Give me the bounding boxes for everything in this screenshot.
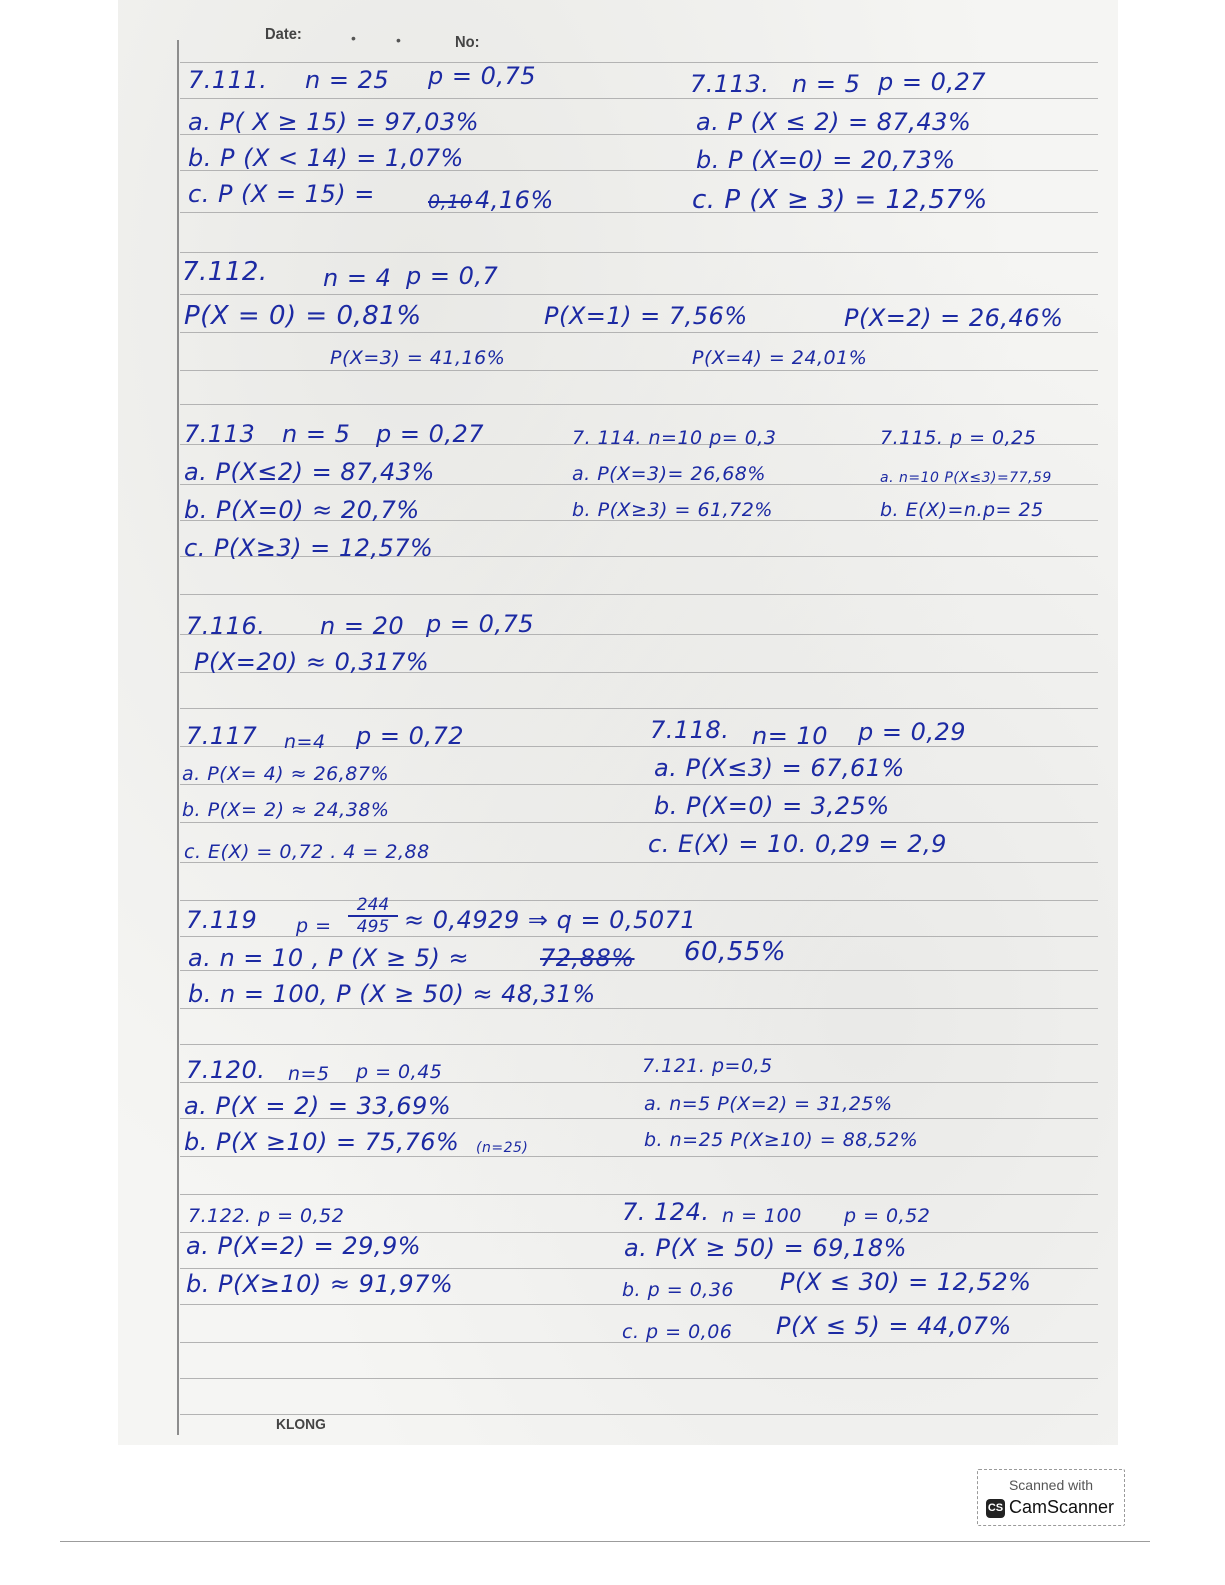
- problem-119-a-strike: 72,88%: [540, 944, 635, 972]
- problem-113-top-title: 7.113.: [690, 70, 770, 98]
- problem-113-top-p: p = 0,27: [878, 68, 987, 96]
- problem-119-b: b. n = 100, P (X ≥ 50) ≈ 48,31%: [188, 980, 596, 1008]
- problem-117-n: n=4: [284, 731, 326, 753]
- scanned-with-label: Scanned with: [1008, 1477, 1094, 1493]
- problem-112-p: p = 0,7: [406, 262, 499, 290]
- ruled-line: [180, 1156, 1098, 1157]
- problem-113-n: n = 5: [282, 420, 351, 448]
- ruled-line: [180, 1414, 1098, 1415]
- problem-111-c-rhs: 4,16%: [475, 186, 554, 214]
- margin-line: [177, 40, 179, 1435]
- problem-112-n: n = 4: [323, 264, 392, 292]
- problem-115-head: 7.115. p = 0,25: [880, 427, 1037, 449]
- problem-124-n: n = 100: [722, 1205, 802, 1227]
- problem-119-fraction: [348, 896, 398, 936]
- ruled-line: [180, 404, 1098, 405]
- problem-117-p: p = 0,72: [356, 722, 465, 750]
- ruled-line: [180, 294, 1098, 295]
- problem-119-numerator: 244: [356, 895, 390, 915]
- problem-124-a: a. P(X ≥ 50) = 69,18%: [624, 1234, 907, 1262]
- date-label: Date:: [265, 26, 302, 43]
- problem-119-a-rhs: 60,55%: [684, 937, 787, 967]
- no-label: No:: [455, 34, 480, 51]
- problem-121-b: b. n=25 P(X≥10) = 88,52%: [644, 1129, 919, 1151]
- ruled-line: [180, 332, 1098, 333]
- problem-121-head: 7.121. p=0,5: [642, 1055, 773, 1077]
- problem-116-x20: P(X=20) ≈ 0,317%: [194, 648, 430, 676]
- problem-119-p-label: p =: [296, 915, 332, 937]
- problem-118-p: p = 0,29: [858, 718, 967, 746]
- problem-118-c: c. E(X) = 10. 0,29 = 2,9: [648, 830, 947, 858]
- ruled-line: [180, 98, 1098, 99]
- problem-112-title: 7.112.: [182, 257, 268, 287]
- ruled-line: [180, 252, 1098, 253]
- problem-118-a: a. P(X≤3) = 67,61%: [654, 754, 905, 782]
- problem-117-a: a. P(X= 4) ≈ 26,87%: [182, 763, 390, 785]
- problem-114-b: b. P(X≥3) = 61,72%: [572, 499, 773, 521]
- problem-116-title: 7.116.: [186, 612, 266, 640]
- problem-113-a: a. P(X≤2) = 87,43%: [184, 458, 435, 486]
- ruled-line: [180, 634, 1098, 635]
- problem-117-b: b. P(X= 2) ≈ 24,38%: [182, 799, 390, 821]
- problem-111-c-strike: 0,10: [428, 191, 473, 213]
- problem-124-c-p: c. p = 0,06: [622, 1321, 733, 1343]
- problem-112-x3: P(X=3) = 41,16%: [330, 347, 506, 369]
- problem-115-a: a. n=10 P(X≤3)=77,59: [880, 470, 1052, 486]
- problem-118-n: n= 10: [752, 722, 828, 750]
- problem-117-title: 7.117: [186, 722, 258, 750]
- notebook-brand: KLONG: [276, 1416, 326, 1433]
- ruled-line: [180, 1304, 1098, 1305]
- problem-124-b: P(X ≤ 30) = 12,52%: [780, 1268, 1032, 1296]
- problem-113-p: p = 0,27: [376, 420, 485, 448]
- problem-116-n: n = 20: [320, 612, 405, 640]
- problem-114-a: a. P(X=3)= 26,68%: [572, 463, 766, 485]
- problem-112-x0: P(X = 0) = 0,81%: [184, 301, 422, 331]
- problem-111-n: n = 25: [305, 66, 390, 94]
- header-dot: •: [351, 30, 356, 46]
- problem-113-top-n: n = 5: [792, 70, 861, 98]
- problem-111-title: 7.111.: [188, 66, 268, 94]
- problem-124-title: 7. 124.: [622, 1198, 710, 1226]
- problem-112-x4: P(X=4) = 24,01%: [692, 347, 868, 369]
- problem-120-title: 7.120.: [186, 1056, 266, 1084]
- problem-112-x2: P(X=2) = 26,46%: [844, 304, 1064, 332]
- problem-111-b: b. P (X < 14) = 1,07%: [188, 144, 464, 172]
- problem-119-a-lhs: a. n = 10 , P (X ≥ 5) ≈: [188, 944, 470, 972]
- problem-113-title: 7.113: [184, 420, 256, 448]
- ruled-line: [180, 1194, 1098, 1195]
- problem-120-b: b. P(X ≥10) = 75,76%: [184, 1128, 460, 1156]
- problem-120-a: a. P(X = 2) = 33,69%: [184, 1092, 452, 1120]
- ruled-line: [180, 594, 1098, 595]
- problem-119-title: 7.119: [186, 906, 258, 934]
- problem-122-head: 7.122. p = 0,52: [188, 1205, 345, 1227]
- problem-115-b: b. E(X)=n.p= 25: [880, 499, 1044, 521]
- camscanner-badge: [977, 1469, 1125, 1526]
- header-dot: •: [396, 32, 401, 48]
- ruled-line: [180, 1044, 1098, 1045]
- problem-124-b-p: b. p = 0,36: [622, 1279, 735, 1301]
- problem-122-a: a. P(X=2) = 29,9%: [186, 1232, 422, 1260]
- problem-120-p: p = 0,45: [356, 1061, 443, 1083]
- problem-120-n: n=5: [288, 1063, 330, 1085]
- problem-113-b: b. P(X=0) ≈ 20,7%: [184, 496, 420, 524]
- problem-118-title: 7.118.: [650, 716, 730, 744]
- problem-113-c: c. P(X≥3) = 12,57%: [184, 534, 434, 562]
- problem-111-c-lhs: c. P (X = 15) =: [188, 180, 375, 208]
- problem-112-x1: P(X=1) = 7,56%: [544, 302, 748, 330]
- camscanner-name: CamScanner: [1009, 1497, 1115, 1517]
- problem-124-p: p = 0,52: [844, 1205, 931, 1227]
- problem-120-b-note: (n=25): [476, 1140, 529, 1156]
- page-bottom-divider: [60, 1541, 1150, 1542]
- problem-119-denominator: 495: [356, 917, 390, 937]
- problem-114-head: 7. 114. n=10 p= 0,3: [572, 427, 777, 449]
- problem-113-top-b: b. P (X=0) = 20,73%: [696, 146, 956, 174]
- ruled-line: [180, 62, 1098, 63]
- camscanner-logo-icon: CS: [986, 1499, 1005, 1518]
- problem-118-b: b. P(X=0) = 3,25%: [654, 792, 890, 820]
- problem-116-p: p = 0,75: [426, 610, 535, 638]
- problem-111-a: a. P( X ≥ 15) = 97,03%: [188, 108, 480, 136]
- problem-117-c: c. E(X) = 0,72 . 4 = 2,88: [184, 841, 430, 863]
- problem-122-b: b. P(X≥10) ≈ 91,97%: [186, 1270, 454, 1298]
- problem-113-top-c: c. P (X ≥ 3) = 12,57%: [692, 185, 988, 215]
- ruled-line: [180, 708, 1098, 709]
- problem-111-p: p = 0,75: [428, 62, 537, 90]
- ruled-line: [180, 1378, 1098, 1379]
- problem-119-approx: ≈ 0,4929 ⇒ q = 0,5071: [404, 906, 697, 934]
- problem-124-c: P(X ≤ 5) = 44,07%: [776, 1312, 1012, 1340]
- ruled-line: [180, 370, 1098, 371]
- problem-113-top-a: a. P (X ≤ 2) = 87,43%: [696, 108, 972, 136]
- ruled-line: [180, 1008, 1098, 1009]
- ruled-line: [180, 900, 1098, 901]
- problem-121-a: a. n=5 P(X=2) = 31,25%: [644, 1093, 893, 1115]
